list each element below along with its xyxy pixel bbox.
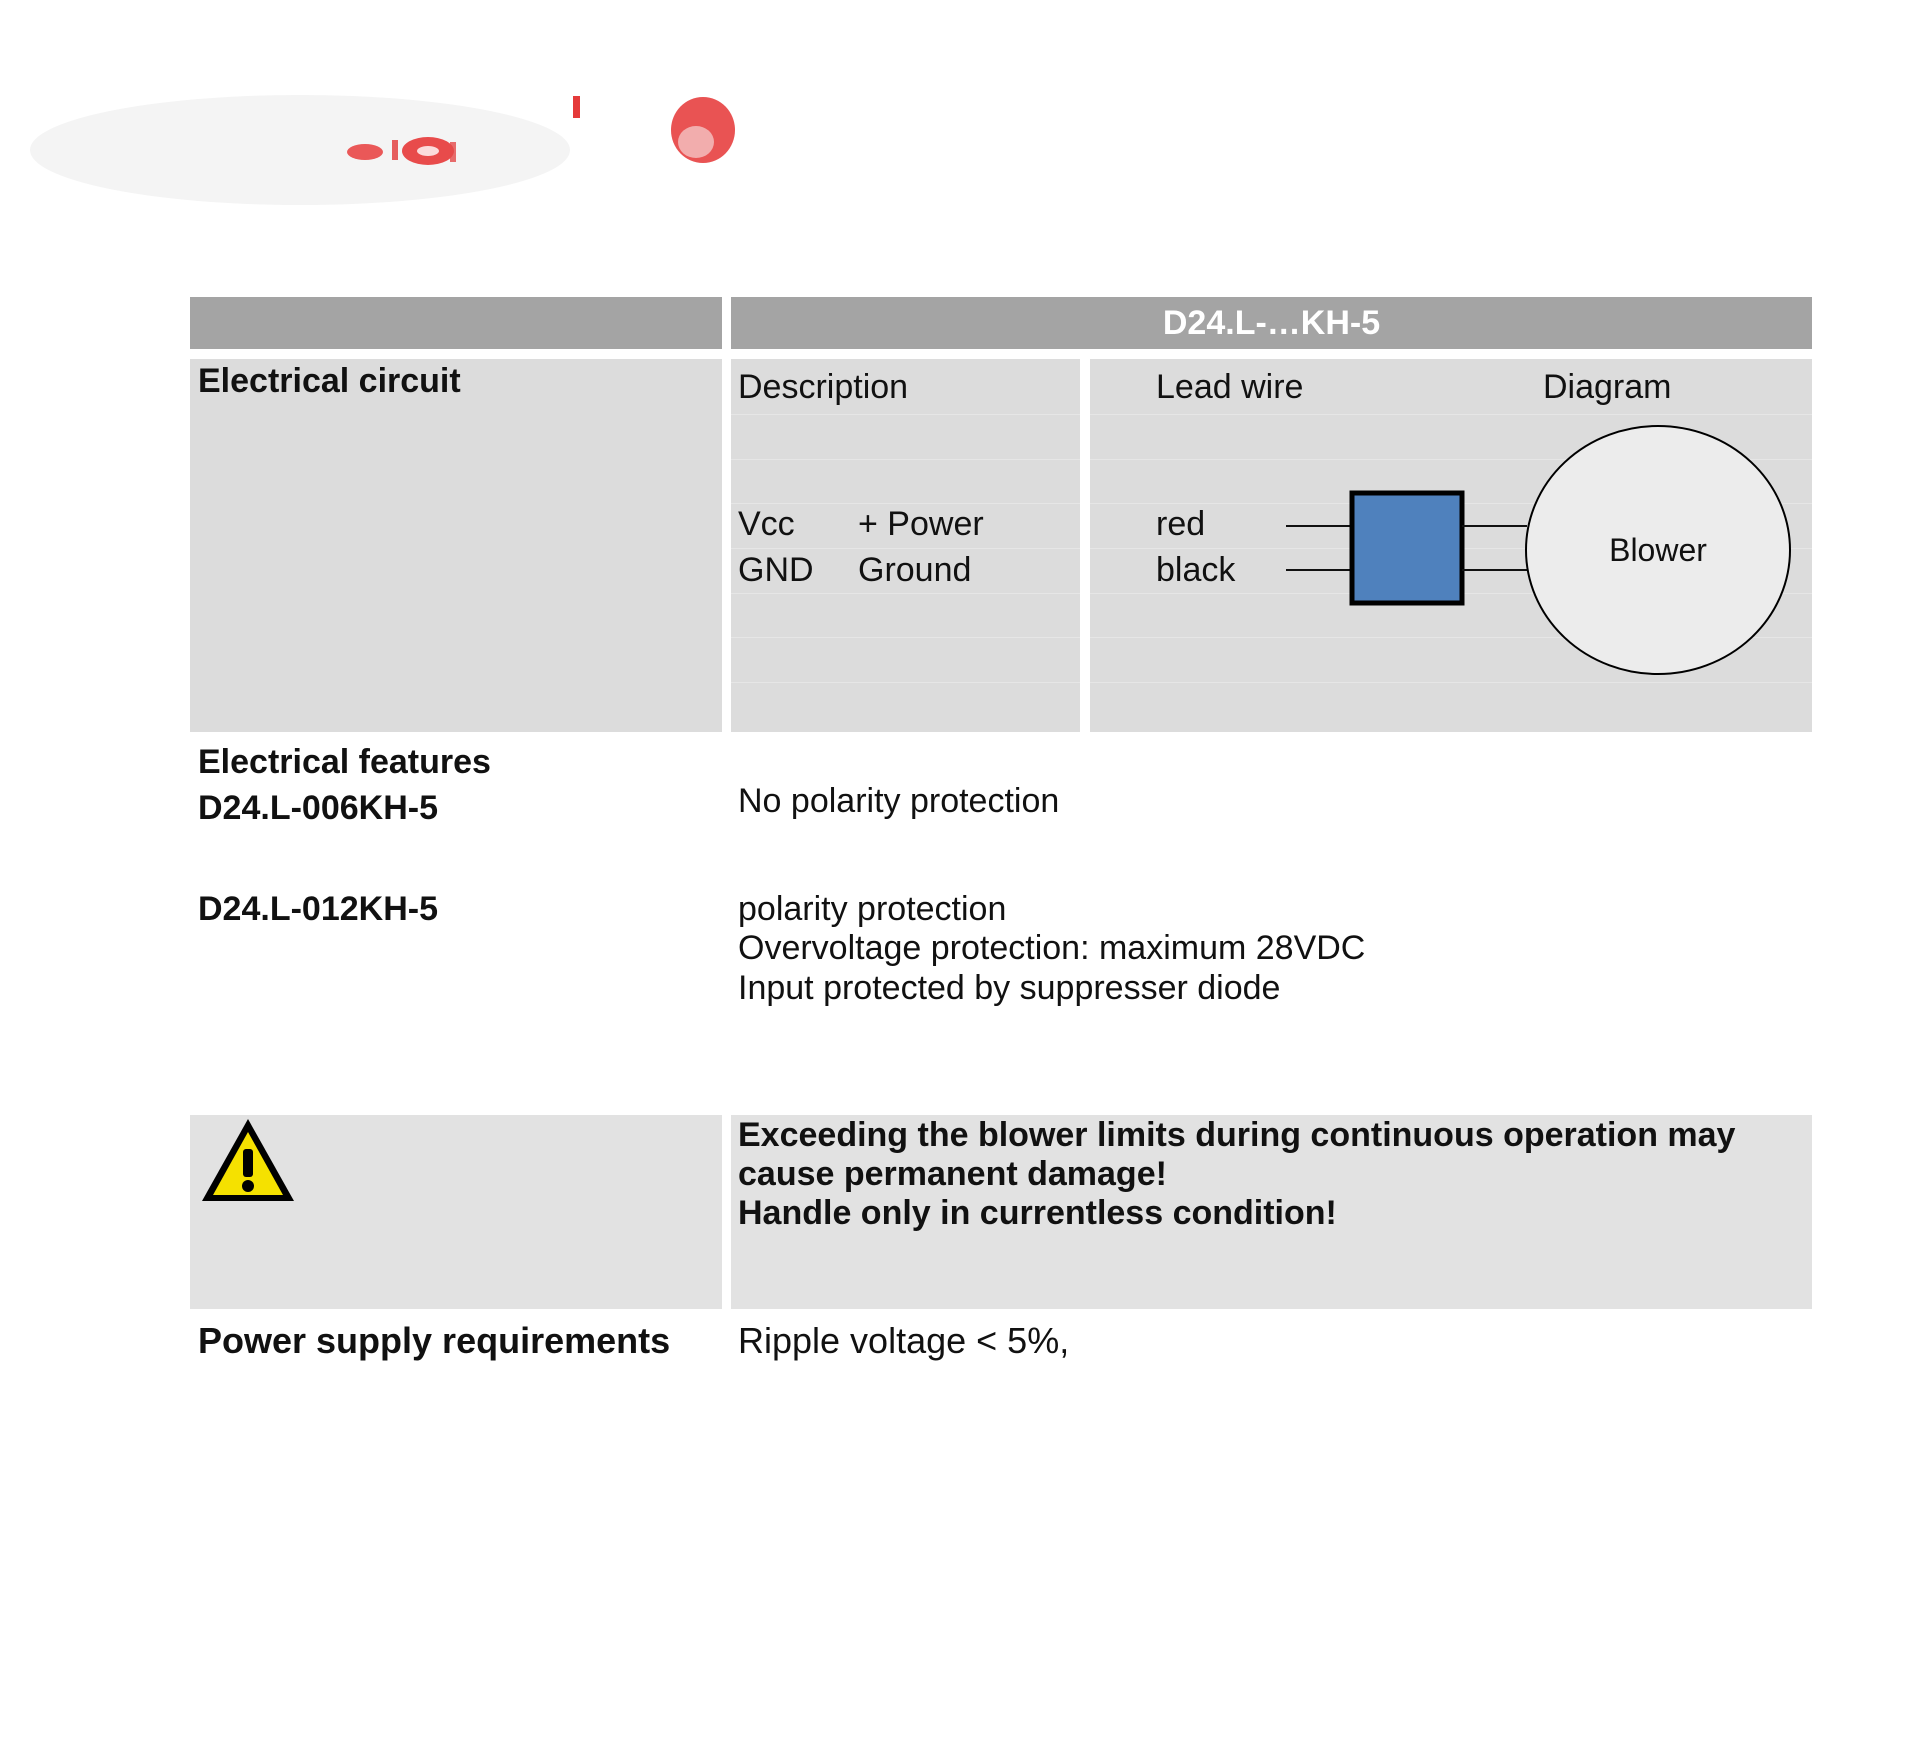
warning-line-3: Handle only in currentless condition! <box>738 1194 1337 1232</box>
feature-model-1: D24.L-006KH-5 <box>198 789 438 827</box>
function-ground: Ground <box>858 551 972 589</box>
power-supply-label: Power supply requirements <box>198 1320 671 1361</box>
feature-2-line-1: polarity protection <box>738 890 1007 928</box>
function-power: + Power <box>858 505 984 543</box>
header-left-cell <box>190 297 722 349</box>
model-range-title: D24.L-…KH-5 <box>1162 304 1381 342</box>
header-model-cell <box>731 297 1812 349</box>
feature-2-line-2: Overvoltage protection: maximum 28VDC <box>738 929 1366 967</box>
warning-line-2: cause permanent damage! <box>738 1155 1167 1193</box>
feature-1-line-1: No polarity protection <box>738 782 1060 820</box>
wire-black: black <box>1156 551 1236 589</box>
electrical-features-label: Electrical features <box>198 743 491 781</box>
connector-box <box>1352 493 1462 603</box>
wiring-diagram <box>1280 420 1800 690</box>
diagram-header: Diagram <box>1543 368 1672 406</box>
wire-red: red <box>1156 505 1206 543</box>
warning-line-1: Exceeding the blower limits during continuous operation may <box>738 1116 1736 1154</box>
blower-label: Blower <box>1609 532 1707 568</box>
signal-vcc: Vcc <box>738 505 795 543</box>
description-cell <box>731 359 1080 732</box>
lead-wire-header: Lead wire <box>1156 368 1304 406</box>
description-header: Description <box>738 368 909 406</box>
warning-icon-cell <box>190 1115 722 1309</box>
warning-triangle-icon <box>198 1115 298 1205</box>
signal-gnd: GND <box>738 551 814 589</box>
warning-text-cell <box>731 1115 1812 1309</box>
electrical-circuit-label-cell <box>190 359 722 732</box>
power-supply-value: Ripple voltage < 5%, <box>738 1320 1070 1361</box>
electrical-circuit-label: Electrical circuit <box>198 362 461 400</box>
company-logo <box>20 80 740 250</box>
feature-model-2: D24.L-012KH-5 <box>198 890 438 928</box>
feature-2-line-3: Input protected by suppresser diode <box>738 969 1281 1007</box>
